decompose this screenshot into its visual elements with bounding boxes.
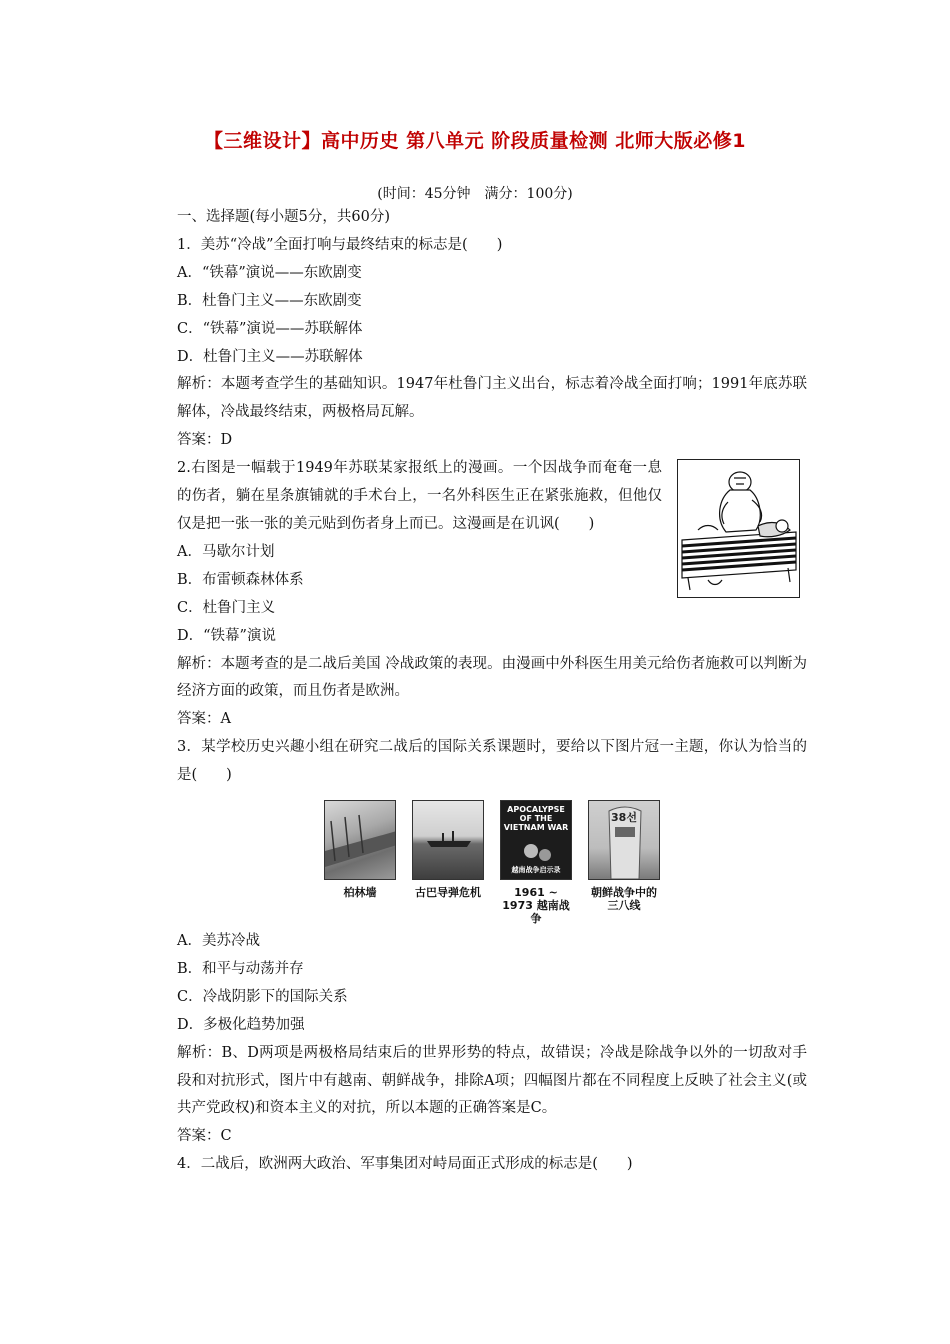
q1-option-d: D．杜鲁门主义——苏联解体: [177, 348, 363, 365]
photo-caption: 古巴导弹危机: [415, 886, 481, 900]
vietnam-war-poster: [500, 800, 572, 880]
photo-38th-parallel: [588, 800, 660, 912]
q3-option-c: C．冷战阴影下的国际关系: [177, 988, 348, 1005]
berlin-wall-image: [324, 800, 396, 880]
cuban-missile-crisis-image: [412, 800, 484, 880]
q2-stem: 2.右图是一幅载于1949年苏联某家报纸上的漫画。一个因战争而奄奄一息的伤者，躺在星条旗铺就的手术台上，一名外科医生正在紧张施救，但他仅仅是把一张一张的美元贴到伤者身上而已。这漫画是在讥讽( ): [177, 460, 662, 532]
photo-caption: 柏林墙: [343, 886, 377, 900]
q4-stem: 4．二战后，欧洲两大政治、军事集团对峙局面正式形成的标志是( ): [177, 1156, 633, 1173]
photo-vietnam-war: [500, 800, 572, 925]
q3-option-b: B．和平与动荡并存: [177, 960, 304, 977]
q1-option-c: C．“铁幕”演说——苏联解体: [177, 320, 363, 337]
q1-answer: 答案：D: [177, 432, 233, 449]
q2-option-d: D．“铁幕”演说: [177, 627, 276, 644]
q2-option-c: C．杜鲁门主义: [177, 599, 276, 616]
38th-parallel-image: [588, 800, 660, 880]
photo-cuban-missile-crisis: [412, 800, 484, 899]
q3-photo-row: [177, 796, 807, 924]
sign-text: 38선: [611, 811, 637, 825]
q2-option-a: A．马歇尔计划: [177, 543, 275, 560]
q1-analysis: 解析：本题考查学生的基础知识。1947年杜鲁门主义出台，标志着冷战全面打响；1991年底苏联解体，冷战最终结束，两极格局瓦解。: [177, 376, 807, 421]
q2-answer: 答案：A: [177, 711, 231, 728]
q3-option-a: A．美苏冷战: [177, 933, 260, 950]
photo-berlin-wall: [324, 800, 396, 899]
q3-option-d: D．多极化趋势加强: [177, 1016, 305, 1033]
photo-caption: 朝鲜战争中的三八线: [591, 886, 657, 913]
document-title: 【三维设计】高中历史 第八单元 阶段质量检测 北师大版必修1: [203, 130, 747, 152]
photo-caption: 1961 ~ 1973 越南战争: [502, 886, 570, 926]
section-heading: 一、选择题(每小题5分，共60分): [177, 209, 390, 225]
poster-subtitle: 越南战争启示录: [511, 866, 561, 875]
cartoon-image: [677, 459, 800, 598]
poster-title: APOCALYPSE OF THE VIETNAM WAR: [503, 805, 569, 833]
document-body: [177, 204, 807, 1179]
q1-option-b: B．杜鲁门主义——东欧剧变: [177, 292, 362, 309]
q2-option-b: B．布雷顿森林体系: [177, 571, 304, 588]
q3-answer: 答案：C: [177, 1128, 232, 1145]
q2-block: [177, 455, 807, 539]
q1-stem: 1．美苏“冷战”全面打响与最终结束的标志是( ): [177, 236, 503, 253]
q3-stem: 3．某学校历史兴趣小组在研究二战后的国际关系课题时，要给以下图片冠一主题，你认为恰当的是( ): [177, 739, 807, 784]
q2-analysis: 解析：本题考查的是二战后美国 冷战政策的表现。由漫画中外科医生用美元给伤者施救可以判断为经济方面的政策，而且伤者是欧洲。: [177, 655, 807, 700]
exam-meta: (时间：45分钟 满分：100分): [377, 186, 573, 202]
q1-option-a: A．“铁幕”演说——东欧剧变: [177, 264, 362, 281]
q3-analysis: 解析：B、D两项是两极格局结束后的世界形势的特点，故错误；冷战是除战争以外的一切敌对手段和对抗形式，图片中有越南、朝鲜战争，排除A项；四幅图片都在不同程度上反映了社会主义(或共产党政权)和资本主义的对抗，所以本题的正确答案是C。: [177, 1044, 807, 1117]
